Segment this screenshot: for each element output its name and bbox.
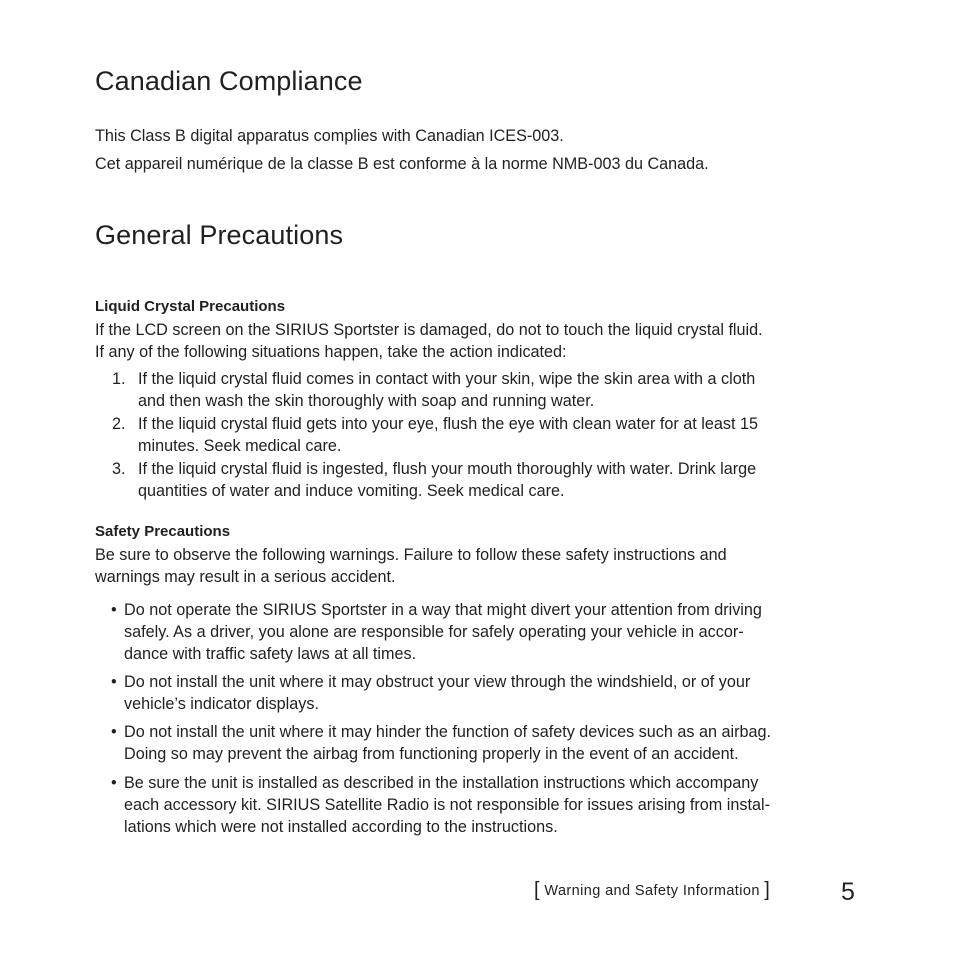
list-item-line: safely. As a driver, you alone are responsible for safely operating your vehicle in accor- — [124, 623, 744, 641]
open-bracket: [ — [534, 879, 540, 901]
bullet-icon: • — [111, 723, 117, 741]
safety-intro-line: warnings may result in a serious accident. — [95, 568, 396, 586]
safety-intro-line: Be sure to observe the following warnings. Failure to follow these safety instructions and — [95, 546, 727, 564]
bullet-icon: • — [111, 673, 117, 691]
list-item-line: If the liquid crystal fluid is ingested, flush your mouth thoroughly with water. Drink large — [138, 460, 757, 478]
list-item-line: vehicle’s indicator displays. — [124, 695, 319, 713]
list-number: 3. — [112, 460, 126, 478]
bullet-icon: • — [111, 601, 117, 619]
list-number: 1. — [112, 370, 126, 388]
safety-precautions-heading: Safety Precautions — [95, 523, 231, 540]
canadian-line-french: Cet appareil numérique de la classe B est conforme à la norme NMB-003 du Canada. — [95, 155, 709, 173]
list-item-line: each accessory kit. SIRIUS Satellite Radio is not responsible for issues arising from instal- — [124, 796, 770, 814]
liquid-intro-line: If the LCD screen on the SIRIUS Sportster is damaged, do not to touch the liquid crystal fluid. — [95, 321, 763, 339]
page-number: 5 — [841, 878, 855, 906]
footer-section-label — [534, 878, 770, 901]
liquid-intro-line: If any of the following situations happen, take the action indicated: — [95, 343, 567, 361]
list-number: 2. — [112, 415, 126, 433]
close-bracket: ] — [764, 879, 771, 901]
list-item-line: and then wash the skin thoroughly with soap and running water. — [138, 392, 595, 410]
list-item-line: Doing so may prevent the airbag from functioning properly in the event of an accident. — [124, 745, 739, 763]
list-item-line: minutes. Seek medical care. — [138, 437, 342, 455]
list-item-line: Do not install the unit where it may hinder the function of safety devices such as an airbag. — [124, 723, 771, 741]
canadian-compliance-heading: Canadian Compliance — [95, 66, 363, 96]
canadian-line-english: This Class B digital apparatus complies with Canadian ICES-003. — [95, 127, 564, 145]
liquid-crystal-heading: Liquid Crystal Precautions — [95, 298, 286, 315]
general-precautions-heading: General Precautions — [95, 220, 344, 250]
footer-section-title: Warning and Safety Information — [544, 883, 760, 899]
list-item-line: If the liquid crystal fluid comes in contact with your skin, wipe the skin area with a cloth — [138, 370, 756, 388]
list-item-line: Be sure the unit is installed as described in the installation instructions which accompany — [124, 774, 759, 792]
list-item-line: Do not install the unit where it may obstruct your view through the windshield, or of your — [124, 673, 751, 691]
bullet-icon: • — [111, 774, 117, 792]
list-item-line: lations which were not installed according to the instructions. — [124, 818, 558, 836]
list-item-line: Do not operate the SIRIUS Sportster in a way that might divert your attention from driving — [124, 601, 762, 619]
list-item-line: quantities of water and induce vomiting. Seek medical care. — [138, 482, 565, 500]
list-item-line: dance with traffic safety laws at all times. — [124, 645, 417, 663]
list-item-line: If the liquid crystal fluid gets into your eye, flush the eye with clean water for at least 15 — [138, 415, 758, 433]
